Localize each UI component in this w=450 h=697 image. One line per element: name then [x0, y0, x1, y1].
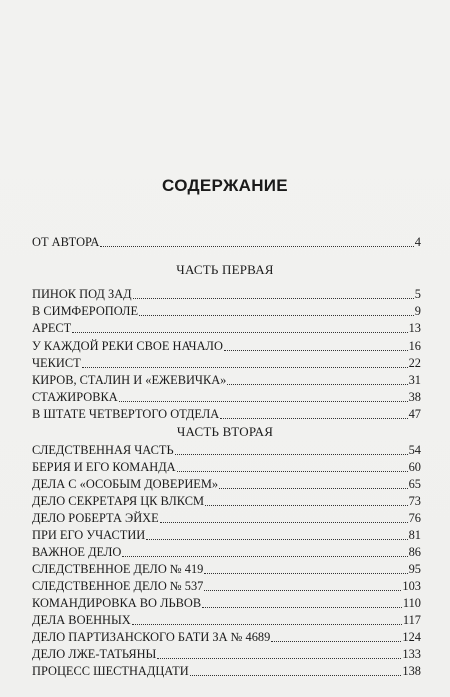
toc-entry: [32, 510, 421, 526]
dot-leader: [133, 288, 414, 299]
toc-entry: [32, 286, 421, 302]
toc-entry-title: ПИНОК ПОД ЗАД: [32, 287, 132, 301]
toc-entry-title: ДЕЛО СЕКРЕТАРЯ ЦК ВЛКСМ: [32, 494, 204, 508]
toc-entry-page: 54: [408, 443, 421, 457]
toc-entry: [32, 612, 421, 628]
toc-entry-title: ДЕЛА С «ОСОБЫМ ДОВЕРИЕМ»: [32, 477, 219, 491]
toc-entry: [32, 459, 421, 475]
dot-leader: [100, 236, 414, 247]
toc-entry-page: 117: [402, 613, 421, 627]
dot-leader: [220, 408, 407, 419]
dot-leader: [72, 322, 407, 333]
toc-entry-page: 133: [402, 647, 421, 661]
dot-leader: [177, 461, 408, 472]
part-one-title: ЧАСТЬ ПЕРВАЯ: [176, 262, 274, 277]
dot-leader: [219, 478, 408, 489]
toc-entry-page: 76: [408, 511, 421, 525]
toc-entry: [32, 527, 421, 543]
toc-entry-page: 38: [408, 390, 421, 405]
toc-entry: [32, 629, 421, 645]
dot-leader: [139, 305, 414, 316]
dot-leader: [160, 512, 408, 523]
toc-entry-page: 9: [414, 304, 421, 319]
page-heading: СОДЕРЖАНИЕ: [162, 176, 288, 195]
toc-entry: [32, 442, 421, 458]
toc-entry: [32, 320, 421, 336]
dot-leader: [175, 444, 408, 455]
dot-leader: [227, 374, 407, 385]
toc-entry: [32, 338, 421, 354]
dot-leader: [82, 357, 408, 368]
toc-entry-page: 47: [408, 407, 421, 422]
toc-entry-page: 13: [408, 321, 421, 336]
toc-entry: [32, 406, 421, 422]
toc-entry-title: У КАЖДОЙ РЕКИ СВОЕ НАЧАЛО: [32, 338, 223, 353]
dot-leader: [202, 597, 402, 608]
toc-entry-page: 60: [408, 460, 421, 474]
toc-entry-title: КОМАНДИРОВКА ВО ЛЬВОВ: [32, 596, 202, 610]
toc-entry: [32, 663, 421, 679]
dot-leader: [119, 391, 408, 402]
toc-entry: [32, 493, 421, 509]
toc-entry-page: 31: [408, 373, 421, 387]
toc-entry: [32, 578, 421, 594]
toc-entry-page: 95: [408, 562, 421, 576]
dot-leader: [205, 495, 408, 506]
toc-entry-title: СТАЖИРОВКА: [32, 390, 118, 405]
toc-entry-title: ПРИ ЕГО УЧАСТИИ: [32, 528, 146, 542]
dot-leader: [132, 614, 402, 625]
toc-entry-title: БЕРИЯ И ЕГО КОМАНДА: [32, 460, 176, 474]
toc-entry-title: ВАЖНОЕ ДЕЛО: [32, 545, 122, 559]
dot-leader: [122, 546, 407, 557]
toc-entry-page: 103: [402, 579, 421, 593]
toc-entry-page: 4: [414, 235, 421, 249]
dot-leader: [271, 631, 401, 642]
toc-entry: [32, 646, 421, 662]
toc-entry-title: СЛЕДСТВЕННАЯ ЧАСТЬ: [32, 443, 174, 457]
toc-entry: [32, 476, 421, 492]
toc-entry-title: АРЕСТ: [32, 321, 72, 336]
dot-leader: [146, 529, 407, 540]
toc-entry-page: 22: [408, 355, 421, 370]
dot-leader: [204, 563, 407, 574]
toc-entry-page: 16: [408, 338, 421, 353]
toc-entry-title: СЛЕДСТВЕННОЕ ДЕЛО № 419: [32, 562, 204, 576]
toc-entry-page: 138: [402, 664, 421, 678]
toc-entry-page: 86: [408, 545, 421, 559]
toc-entry-page: 73: [408, 494, 421, 508]
toc-entry-title: ДЕЛА ВОЕННЫХ: [32, 613, 131, 627]
toc-entry-page: 81: [408, 528, 421, 542]
toc-entry-page: 124: [402, 630, 421, 644]
toc-entry-title: В СИМФЕРОПОЛЕ: [32, 304, 139, 319]
toc-entry-title: СЛЕДСТВЕННОЕ ДЕЛО № 537: [32, 579, 204, 593]
toc-entry: [32, 561, 421, 577]
toc-entry-title: В ШТАТЕ ЧЕТВЕРТОГО ОТДЕЛА: [32, 407, 220, 422]
toc-entry-title: ПРОЦЕСС ШЕСТНАДЦАТИ: [32, 664, 189, 678]
toc-entry-title: ОТ АВТОРА: [32, 235, 100, 249]
toc-entry: [32, 372, 421, 388]
toc-entry-intro: [32, 234, 421, 250]
dot-leader: [224, 340, 408, 351]
dot-leader: [204, 580, 401, 591]
toc-entry-page: 110: [402, 596, 421, 610]
toc-entry: [32, 544, 421, 560]
toc-entry: [32, 303, 421, 319]
toc-entry: [32, 595, 421, 611]
toc-entry-title: КИРОВ, СТАЛИН И «ЕЖЕВИЧКА»: [32, 373, 227, 387]
toc-entry-title: ДЕЛО ПАРТИЗАНСКОГО БАТИ ЗА № 4689: [32, 630, 271, 644]
toc-entry-title: ЧЕКИСТ: [32, 355, 81, 370]
toc-entry: [32, 355, 421, 371]
part-two-title: ЧАСТЬ ВТОРАЯ: [176, 424, 274, 439]
toc-entry-page: 5: [414, 287, 421, 301]
toc-entry-title: ДЕЛО РОБЕРТА ЭЙХЕ: [32, 511, 159, 525]
toc-entry: [32, 389, 421, 405]
toc-entry-title: ДЕЛО ЛЖЕ-ТАТЬЯНЫ: [32, 647, 157, 661]
dot-leader: [157, 648, 401, 659]
dot-leader: [190, 665, 402, 676]
toc-entry-page: 65: [408, 477, 421, 491]
